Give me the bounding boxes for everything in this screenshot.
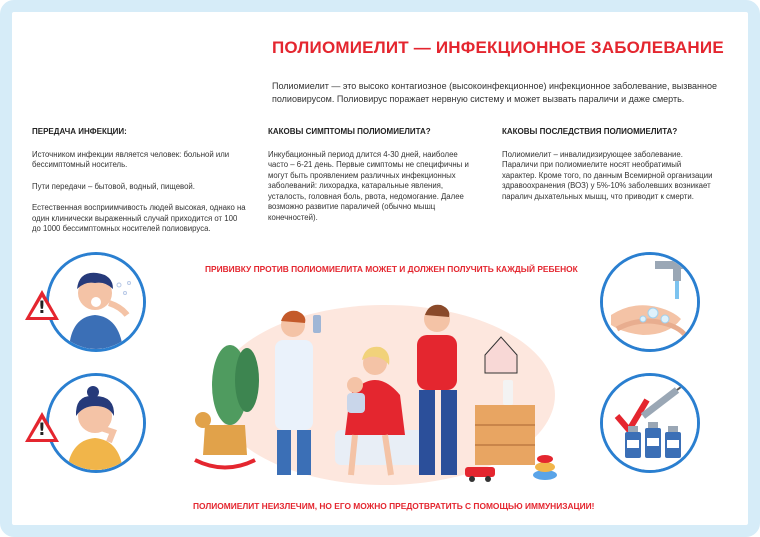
slogan-immunization: ПОЛИОМИЕЛИТ НЕИЗЛЕЧИМ, НО ЕГО МОЖНО ПРЕДОТВРАТИТЬ С ПОМОЩЬЮ ИММУНИЗАЦИИ! xyxy=(193,501,595,511)
column-paragraph: Источником инфекции является человек: больной или бессимптомный носитель. xyxy=(32,149,230,169)
coughing-girl-icon xyxy=(46,373,146,473)
warning-icon: ! xyxy=(25,412,59,442)
column-transmission xyxy=(32,127,247,246)
page-title: ПОЛИОМИЕЛИТ — ИНФЕКЦИОННОЕ ЗАБОЛЕВАНИЕ xyxy=(272,38,724,57)
hand-washing-icon xyxy=(600,252,700,352)
faded-logo xyxy=(44,26,224,72)
family-doctor-illustration xyxy=(185,285,565,490)
column-paragraph: Полиомиелит – инвалидизирующее заболевание. Параличи при полиомиелите носят необратимый характер. Кроме того, по данным Всемирной организации здравоохранения (ВОЗ) у 5%-10% заболевших возникает паралич дыхательных мышц, что приводит к смерти. xyxy=(502,149,713,201)
column-heading: ПЕРЕДАЧА ИНФЕКЦИИ: xyxy=(32,127,127,136)
column-heading: КАКОВЫ СИМПТОМЫ ПОЛИОМИЕЛИТА? xyxy=(268,127,431,136)
sneezing-boy-icon xyxy=(46,252,146,352)
intro-text: Полиомиелит — это высоко контагиозное (высокоинфекционное) инфекционное заболевание, вызванное полиовирусом. Полиовирус поражает нервную систему и может вызвать параличи и даже смерть. xyxy=(272,81,717,104)
slogan-vaccination: ПРИВИВКУ ПРОТИВ ПОЛИОМИЕЛИТА МОЖЕТ И ДОЛЖЕН ПОЛУЧИТЬ КАЖДЫЙ РЕБЕНОК xyxy=(205,264,578,274)
column-consequences xyxy=(502,127,717,213)
column-paragraph: Естественная восприимчивость людей высокая, однако на один клинически выраженный случай приходится от 100 до 1000 бессимптомных носителей полиовируса. xyxy=(32,203,246,233)
vaccine-vials-icon xyxy=(600,373,700,473)
column-paragraph: Инкубационный период длится 4-30 дней, наиболее часто – 6-21 день. Первые симптомы не специфичны и могут быть проявлением различных инфекционных заболеваний: лихорадка, катаральные явления, усталость, головная боль, рвота, недомогание. Далее возможно развитие параличей (обычно мышц конечностей). xyxy=(268,149,469,222)
warning-icon: ! xyxy=(25,290,59,320)
column-paragraph: Пути передачи – бытовой, водный, пищевой. xyxy=(32,181,195,191)
column-heading: КАКОВЫ ПОСЛЕДСТВИЯ ПОЛИОМИЕЛИТА? xyxy=(502,127,678,136)
column-symptoms xyxy=(268,127,478,234)
